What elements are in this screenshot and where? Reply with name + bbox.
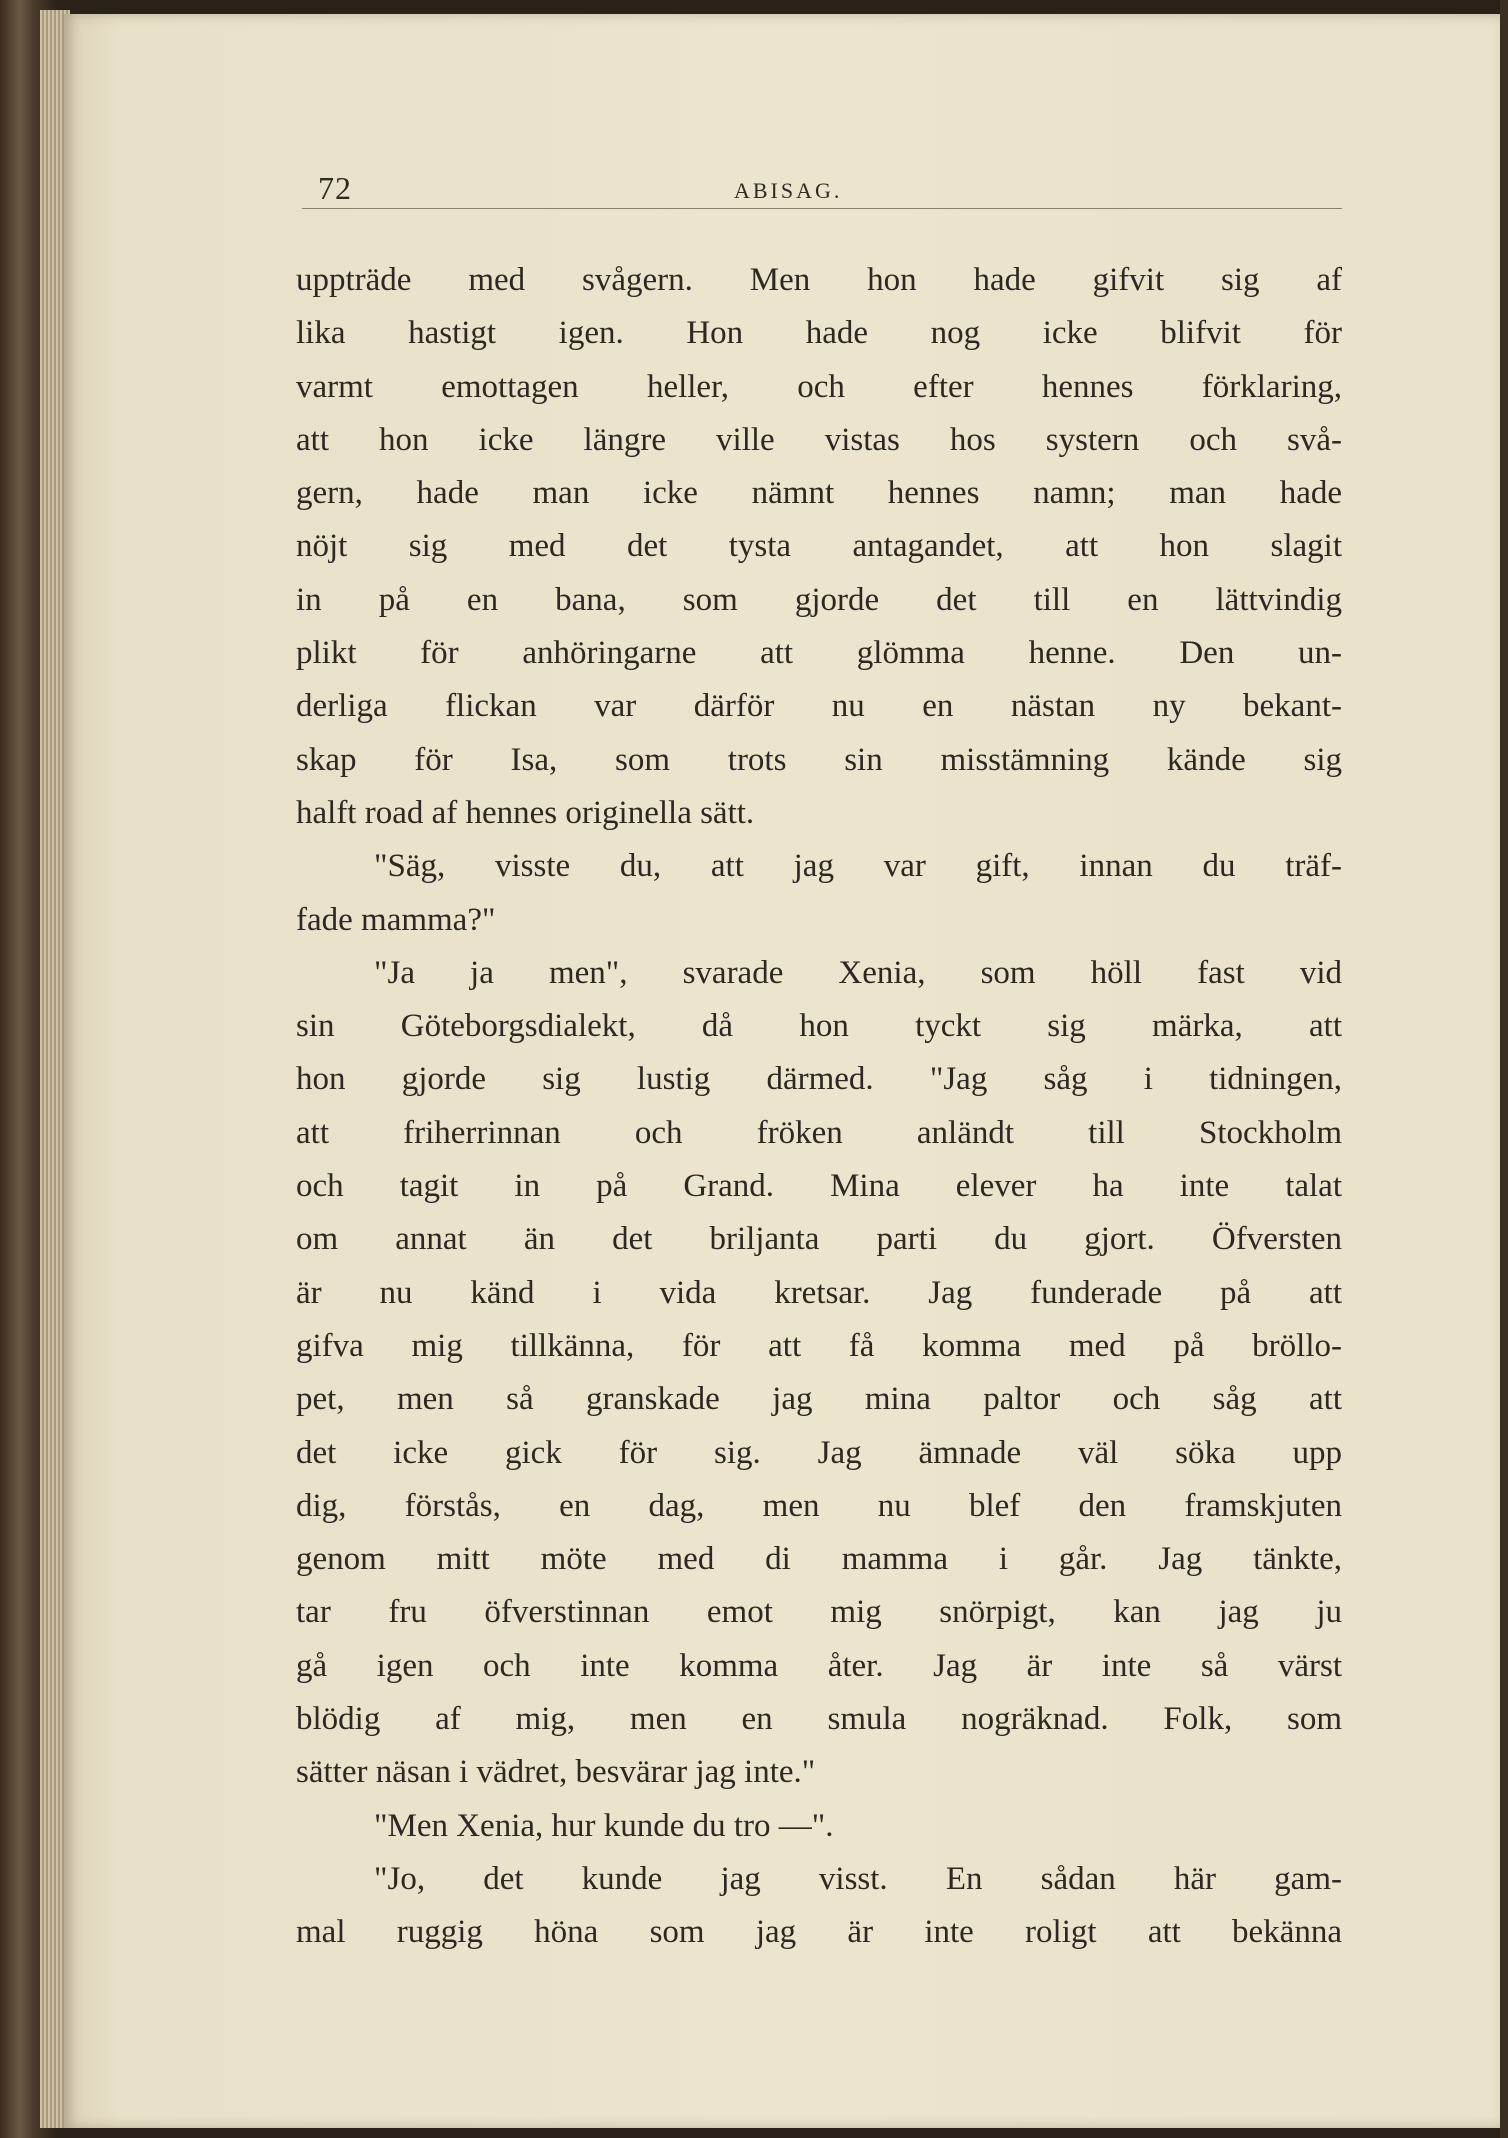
text-line: genom mitt möte med di mamma i går. Jag tänkte,	[296, 1541, 1342, 1578]
text-line: tar fru öfverstinnan emot mig snörpigt, kan jag ju	[296, 1594, 1342, 1631]
text-line: sin Göteborgsdialekt, då hon tyckt sig märka, att	[296, 1008, 1342, 1045]
page-number: 72	[318, 170, 352, 206]
text-line: sätter näsan i vädret, besvärar jag inte."	[296, 1754, 816, 1791]
body-text	[296, 254, 1342, 1960]
text-line: lika hastigt igen. Hon hade nog icke blifvit för	[296, 315, 1342, 352]
text-line: att hon icke längre ville vistas hos systern och svå-	[296, 421, 1342, 458]
text-line: derliga flickan var därför nu en nästan ny bekant-	[296, 688, 1342, 725]
text-line: det icke gick för sig. Jag ämnade väl söka upp	[296, 1434, 1342, 1471]
text-line: gå igen och inte komma åter. Jag är inte så värst	[296, 1647, 1342, 1684]
text-line: och tagit in på Grand. Mina elever ha inte talat	[296, 1168, 1342, 1205]
text-line: gern, hade man icke nämnt hennes namn; man hade	[296, 475, 1342, 512]
page-header	[302, 168, 1342, 209]
page-right-edge	[1500, 0, 1508, 2138]
text-line: varmt emottagen heller, och efter hennes förklaring,	[296, 368, 1342, 405]
text-line: plikt för anhöringarne att glömma henne. Den un-	[296, 635, 1342, 672]
text-line: in på en bana, som gjorde det till en lättvindig	[296, 581, 1342, 618]
text-line: uppträde med svågern. Men hon hade gifvit sig af	[296, 262, 1342, 298]
text-line: "Jo, det kunde jag visst. En sådan här gam-	[374, 1860, 1342, 1897]
text-line: mal ruggig höna som jag är inte roligt att bekänna	[296, 1914, 1342, 1951]
text-line: "Ja ja men", svarade Xenia, som höll fast vid	[374, 954, 1342, 991]
text-line: halft road af hennes originella sätt.	[296, 794, 755, 831]
text-line: skap för Isa, som trots sin misstämning kände sig	[296, 741, 1342, 778]
text-line: nöjt sig med det tysta antagandet, att hon slagit	[296, 528, 1342, 565]
text-line: att friherrinnan och fröken anländt till Stockholm	[296, 1114, 1342, 1151]
text-line: om annat än det briljanta parti du gjort. Öfversten	[296, 1221, 1342, 1258]
text-line: "Säg, visste du, att jag var gift, innan du träf-	[374, 848, 1342, 885]
text-line: är nu känd i vida kretsar. Jag funderade på att	[296, 1274, 1342, 1311]
text-line: fade mamma?"	[296, 901, 496, 938]
text-line: hon gjorde sig lustig därmed. "Jag såg i tidningen,	[296, 1061, 1342, 1098]
text-line: blödig af mig, men en smula nogräknad. Folk, som	[296, 1701, 1342, 1738]
text-line: pet, men så granskade jag mina paltor och såg att	[296, 1381, 1342, 1418]
running-head: ABISAG.	[734, 178, 843, 203]
text-line: dig, förstås, en dag, men nu blef den framskjuten	[296, 1487, 1342, 1524]
text-line: gifva mig tillkänna, för att få komma med på bröllo-	[296, 1327, 1342, 1364]
text-line: "Men Xenia, hur kunde du tro —".	[374, 1807, 834, 1844]
